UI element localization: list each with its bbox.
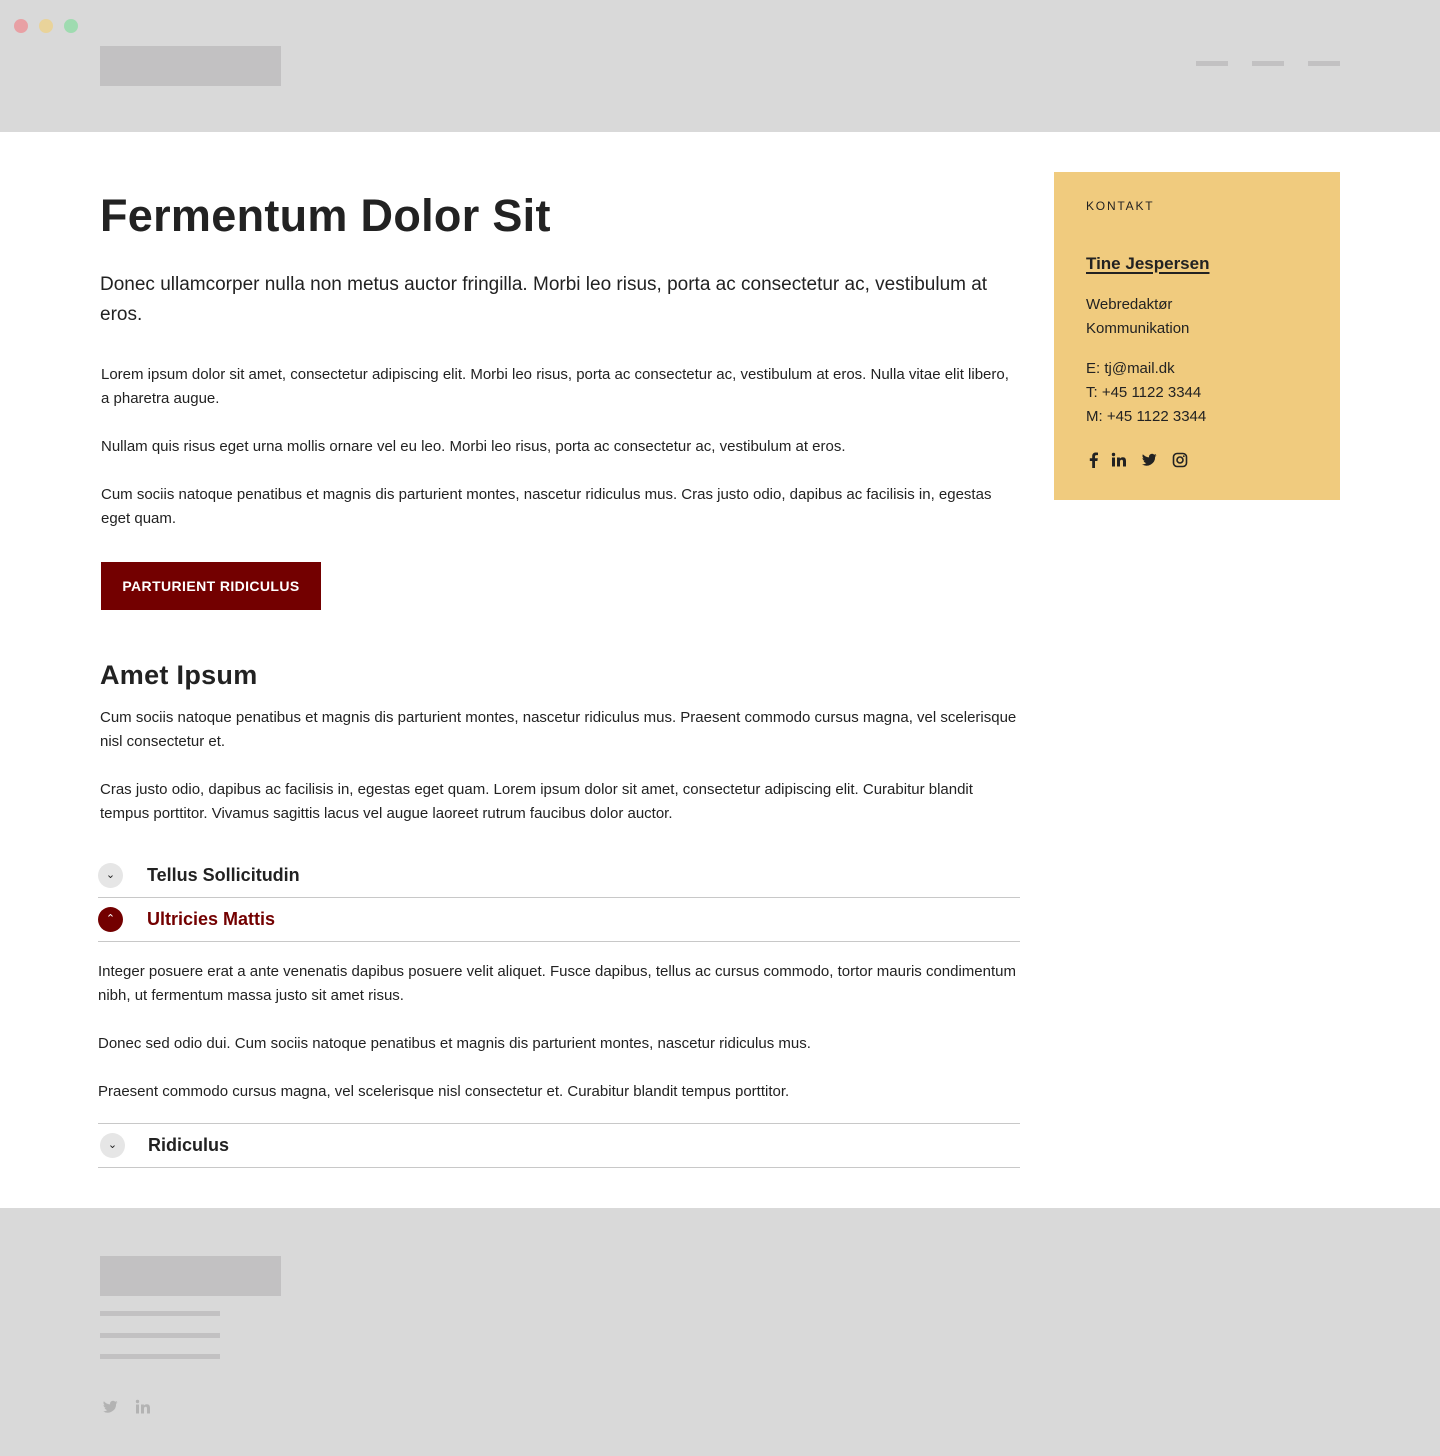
accordion-divider	[98, 1167, 1020, 1168]
body-paragraph-3: Cum sociis natoque penatibus et magnis dis parturient montes, nascetur ridiculus mus. Cras justo odio, dapibus ac facilisis in, egestas eget quam.	[101, 486, 992, 527]
section-heading: Amet Ipsum	[100, 660, 258, 690]
accordion-label[interactable]: Tellus Sollicitudin	[147, 865, 300, 885]
accordion-divider	[98, 941, 1020, 942]
facebook-icon[interactable]	[1084, 450, 1104, 470]
twitter-icon[interactable]	[1139, 450, 1159, 470]
accordion-panel-paragraph-3: Praesent commodo cursus magna, vel scelerisque nisl consectetur et. Curabitur blandit tempus porttitor.	[98, 1083, 790, 1100]
contact-label: KONTAKT	[1086, 199, 1155, 213]
contact-mobile[interactable]: M: +45 1122 3344	[1086, 408, 1207, 425]
twitter-icon[interactable]	[100, 1397, 120, 1417]
contact-department: Kommunikation	[1086, 320, 1190, 337]
linkedin-icon[interactable]	[1109, 450, 1129, 470]
accordion-label[interactable]: Ultricies Mattis	[147, 909, 276, 929]
contact-name-link[interactable]: Tine Jespersen	[1086, 254, 1210, 273]
linkedin-icon[interactable]	[133, 1397, 153, 1417]
nav-item-placeholder-3[interactable]	[1308, 61, 1340, 66]
footer-link-placeholder-2[interactable]	[100, 1333, 220, 1338]
site-footer	[0, 1208, 1440, 1456]
site-header	[0, 0, 1440, 132]
footer-link-placeholder-1[interactable]	[100, 1311, 220, 1316]
accordion-item-ridiculus[interactable]	[98, 1123, 1020, 1167]
section-paragraph-1: Cum sociis natoque penatibus et magnis dis parturient montes, nascetur ridiculus mus. Praesent commodo cursus magna, vel scelerisque nisl consectetur et.	[100, 709, 1017, 750]
page-title: Fermentum Dolor Sit	[100, 190, 551, 241]
chevron-up-icon[interactable]: ⌃	[98, 907, 123, 932]
body-paragraph-2: Nullam quis risus eget urna mollis ornare vel eu leo. Morbi leo risus, porta ac consectetur ac, vestibulum at eros.	[101, 438, 846, 455]
logo-placeholder[interactable]	[100, 46, 281, 86]
accordion-item-tellus-sollicitudin[interactable]	[98, 853, 1020, 897]
window-close-dot[interactable]	[14, 19, 28, 33]
window-maximize-dot[interactable]	[64, 19, 78, 33]
footer-link-placeholder-3[interactable]	[100, 1354, 220, 1359]
chevron-down-icon[interactable]: ⌄	[98, 863, 123, 888]
contact-phone[interactable]: T: +45 1122 3344	[1086, 384, 1202, 401]
accordion-item-ultricies-mattis[interactable]	[98, 897, 1020, 941]
nav-item-placeholder-1[interactable]	[1196, 61, 1228, 66]
contact-card	[1054, 172, 1340, 500]
body-paragraph-1: Lorem ipsum dolor sit amet, consectetur adipiscing elit. Morbi leo risus, porta ac consectetur ac, vestibulum at eros. Nulla vitae elit libero, a pharetra augue.	[101, 366, 1009, 407]
footer-logo-placeholder[interactable]	[100, 1256, 281, 1296]
lead-paragraph: Donec ullamcorper nulla non metus auctor fringilla. Morbi leo risus, porta ac consectetur ac, vestibulum at eros.	[100, 274, 988, 325]
parturient-ridiculus-button[interactable]: PARTURIENT RIDICULUS	[101, 562, 321, 610]
nav-item-placeholder-2[interactable]	[1252, 61, 1284, 66]
contact-role: Webredaktør	[1086, 296, 1173, 313]
accordion-panel-paragraph-1: Integer posuere erat a ante venenatis dapibus posuere velit aliquet. Fusce dapibus, tellus ac cursus commodo, tortor mauris condimentum nibh, ut fermentum massa justo sit amet risus.	[98, 963, 1016, 1004]
window-minimize-dot[interactable]	[39, 19, 53, 33]
contact-email[interactable]: E: tj@mail.dk	[1086, 360, 1175, 377]
chevron-down-icon[interactable]: ⌄	[100, 1133, 125, 1158]
instagram-icon[interactable]	[1170, 450, 1190, 470]
accordion-panel-paragraph-2: Donec sed odio dui. Cum sociis natoque penatibus et magnis dis parturient montes, nascetur ridiculus mus.	[98, 1035, 811, 1052]
accordion-label[interactable]: Ridiculus	[148, 1135, 230, 1155]
section-paragraph-2: Cras justo odio, dapibus ac facilisis in, egestas eget quam. Lorem ipsum dolor sit amet, consectetur adipiscing elit. Curabitur blandit tempus porttitor. Vivamus sagittis lacus vel augue laoreet rutrum faucibus dolor auctor.	[100, 781, 973, 822]
